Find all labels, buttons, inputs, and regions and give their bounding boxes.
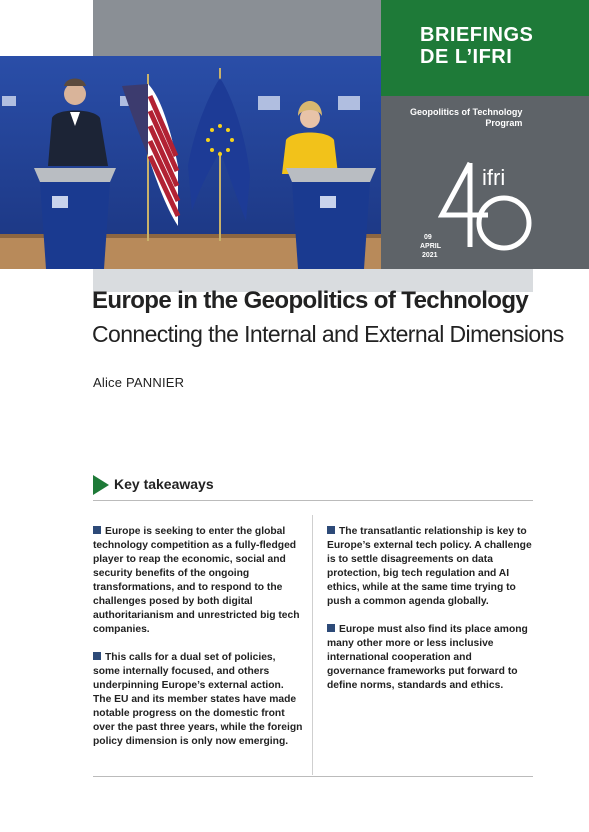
- key-takeaways-heading: Key takeaways: [114, 476, 214, 492]
- column-divider: [312, 515, 313, 775]
- square-bullet-icon: [93, 652, 101, 660]
- takeaway-item: Europe is seeking to enter the global technology competition as a fully-fledged player to reap the economic, social and security benefits of the ongoing transformations, and to respond to the challenges posed by both digital authoritarianism and unrestricted big tech companies.: [93, 526, 300, 635]
- divider: [93, 776, 533, 777]
- takeaway-item: The transatlantic relationship is key to Europe’s external tech policy. A challenge is to settle disagreements on data protection, big tech regulation and AI ethics, while at the same time trying to push a common agenda globally.: [327, 526, 532, 607]
- program-label: Geopolitics of Technology Program: [410, 107, 523, 128]
- takeaways-right-column: [327, 525, 532, 707]
- takeaway-item: This calls for a dual set of policies, some internally focused, and others underpinning Europe’s external action. The EU and its member states have made notable progress on the domestic front over the past three years, while the foreign policy dimension is only now emerging.: [93, 652, 303, 747]
- square-bullet-icon: [327, 624, 335, 632]
- briefings-title: BRIEFINGS DE L’IFRI: [420, 24, 534, 68]
- document-subtitle: Connecting the Internal and External Dimensions: [92, 321, 564, 347]
- play-triangle-icon: [93, 475, 109, 495]
- square-bullet-icon: [327, 526, 335, 534]
- ifri-40-logo: [438, 155, 538, 260]
- square-bullet-icon: [93, 526, 101, 534]
- header-gray-band: [93, 0, 381, 56]
- divider: [93, 500, 533, 501]
- takeaways-left-column: [93, 525, 303, 763]
- author: Alice PANNIER: [93, 375, 185, 390]
- cover-photo: [0, 56, 381, 269]
- svg-text:ifri: ifri: [482, 165, 506, 190]
- takeaway-item: Europe must also find its place among many other more or less inclusive international cooperation and governance frameworks put forward to define norms, standards and ethics.: [327, 624, 528, 691]
- publication-date: 09 APRIL 2021: [420, 234, 441, 259]
- document-title: Europe in the Geopolitics of Technology: [92, 287, 529, 314]
